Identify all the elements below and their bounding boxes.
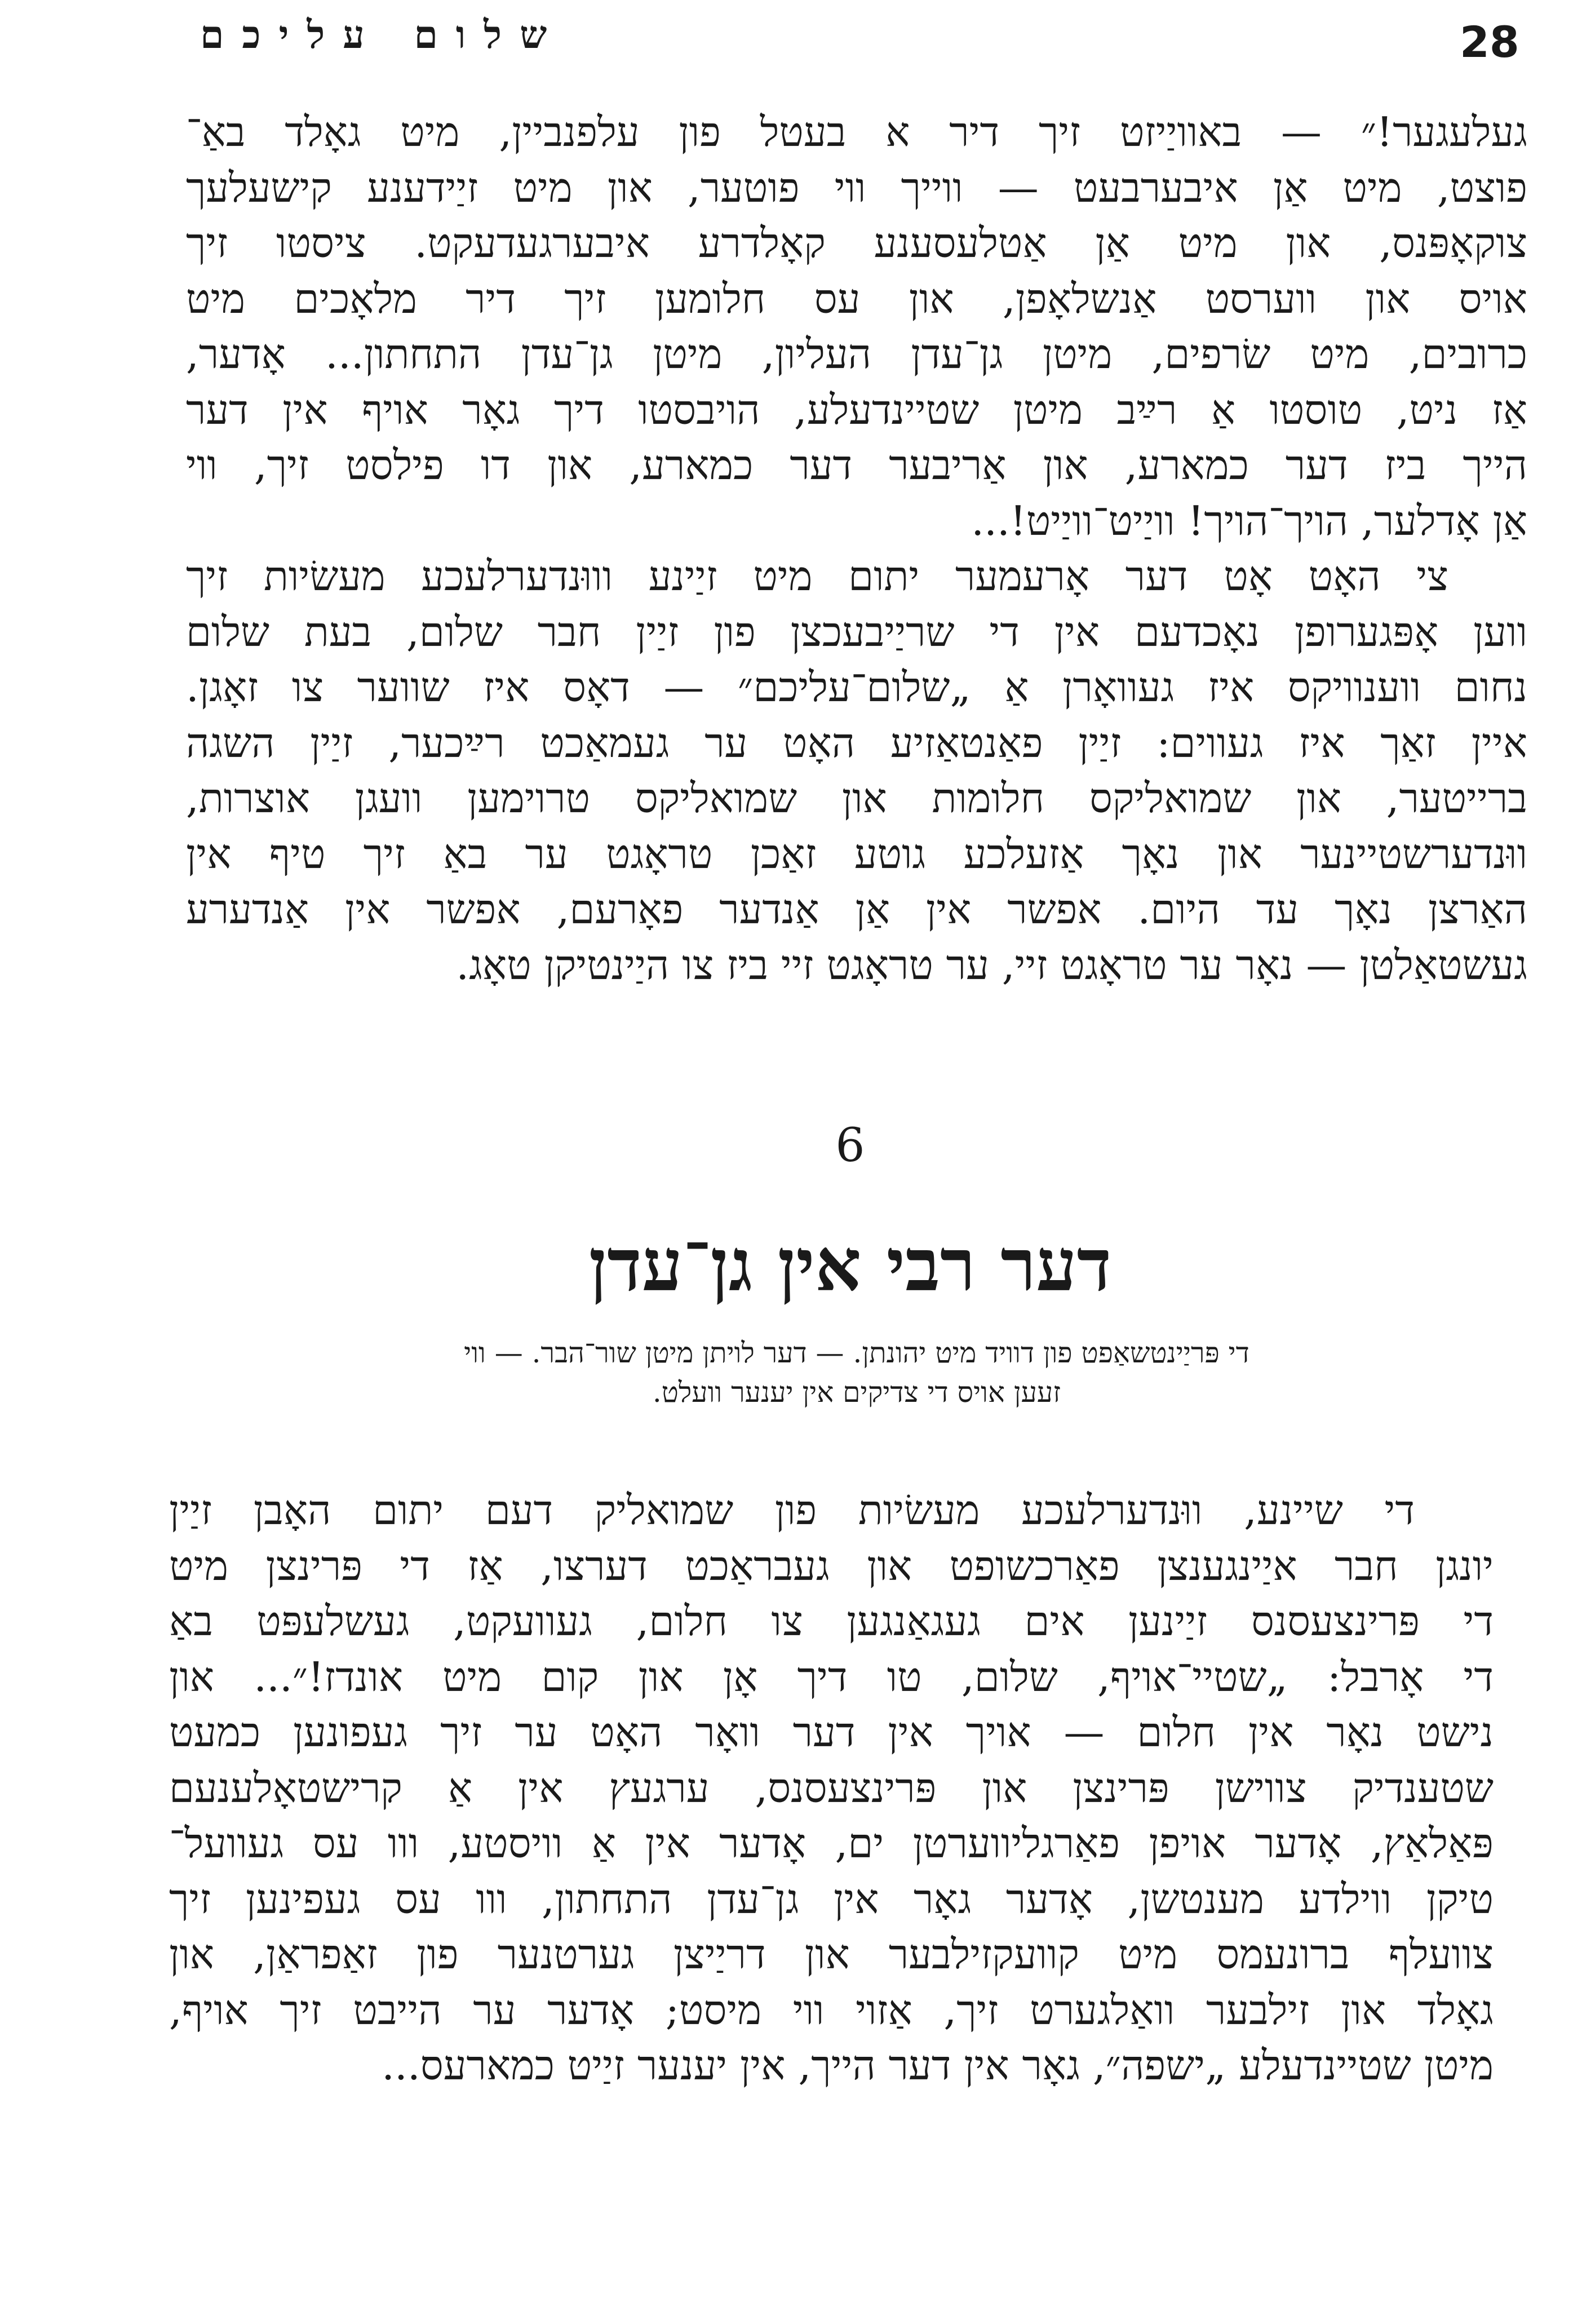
text-line: מיטן שטיינדעלע „ישפה״, גאָר אין דער הייך, אין יענער זיַיט כמארעס... [382, 2042, 1494, 2089]
text-line: אַז ניט, טוסטו אַ רײַב מיטן שטיינדעלע, הויבסטו דיך גאָר אויף אין דער [186, 386, 1527, 433]
text-line: צוועלף ברונעמס מיט קוועקזילבער און דריַיצן גערטנער פון זאַפראַן, און [169, 1931, 1494, 1978]
text-line: ווען אָפּגערופן נאָכדעם אין די שריַיבעכצן פון זיַין חבר שלום, בעת שלום [186, 608, 1527, 656]
text-line: די פּרינצעסנס זיַינען אים געגאַנגען צו חלום, געוועקט, געשלעפּט באַ [169, 1597, 1494, 1645]
text-line: געשטאַלטן — נאָר ער טראָגט זיי, ער טראָגט זיי ביז צו היַינטיקן טאָג. [456, 941, 1527, 989]
text-line: הייך ביז דער כמארע, און אַריבער דער כמארע, און דו פילסט זיך, ווי [186, 441, 1527, 489]
text-line: גאָלד און זילבער וואַלגערט זיך, אַזוי ווי מיסט; אָדער ער הייבט זיך אויף, [169, 1986, 1494, 2034]
section-2-text [169, 1482, 1494, 2093]
text-line: צי האָט אָט דער אָרעמער יתום מיט זיַינע וווּנדערלעכע מעשׂיות זיך [186, 552, 1448, 600]
text-line: נחום ווענוויקס איז געוואָרן אַ „שלום־עליכם״ — דאָס איז שווער צו זאָגן. [186, 663, 1527, 711]
text-line: די אָרבל: „שטיי־אויף, שלום, טו דיך אָן און קום מיט אונדז!״... און [169, 1653, 1494, 1701]
running-title: שלום עליכם [200, 12, 565, 57]
text-line: ווּנדערשטיינער און נאָך אַזעלכע גוטע זאַכן טראָגט ער באַ זיך טיף אין [186, 830, 1527, 878]
page-number: 28 [1460, 17, 1519, 67]
text-line: פוצט, מיט אַן איבערבעט — ווייך ווי פוטער, און מיט זיַידענע קישעלעך [186, 163, 1527, 211]
text-line: אויס און ווערסט אַנשלאָפן, און עס חלומען זיך דיר מלאָכים מיט [186, 275, 1527, 322]
text-line: יונגן חבר איַינגענצן פאַרכשופט און געבראַכט דערצו, אַז די פּרינצן מיט [169, 1542, 1494, 1590]
text-line: שטענדיק צווישן פּרינצן און פּרינצעסנס, ערגעץ אין אַ קרישטאָלענעם [169, 1764, 1494, 1812]
text-line: נישט נאָר אין חלום — אויך אין דער וואָר האָט ער זיך געפונען כמעט [169, 1708, 1494, 1756]
text-line: כרובים, מיט שׂרפים, מיטן גן־עדן העליון, מיטן גן־עדן התחתון... אָדער, [186, 330, 1527, 378]
text-line: צוקאָפּנס, און מיט אַן אַטלעסענע קאָלדרע איבערגעדעקט. ציסטו זיך [186, 219, 1527, 267]
summary-line: די פּריַינטשאַפט פון דוויד מיט יהונתן. — דער לויתן מיטן שור־הבר. — ווי [464, 1336, 1249, 1369]
text-line: די שיינע, ווּנדערלעכע מעשׂיות פון שמואליק דעם יתום האָבן זיַין [169, 1486, 1415, 1534]
section-1-text [186, 104, 1527, 993]
chapter-title: דער רבי אין גן־עדן [588, 1223, 1112, 1308]
text-line: פּאַלאַץ, אָדער אויפן פאַרגליווערטן ים, אָדער אין אַ וויסטע, ווו עס געוועל־ [169, 1820, 1494, 1867]
chapter-summary [237, 1333, 1477, 1412]
text-line: אַן אָדלער, הויך־הויך! וויַיט־וויַיט!... [971, 497, 1527, 545]
text-line: געלעגער!״ — באוויַיזט זיך דיר א בעטל פון עלפנביין, מיט גאָלד באַ־ [186, 108, 1527, 156]
text-line: ברייטער, און שמואליקס חלומות און שמואליקס טרוימען וועגן אוצרות, [186, 774, 1527, 822]
text-line: האַרצן נאָך עד היום. אפשר אין אַן אַנדער פאָרעם, אפשר אין אַנדערע [186, 886, 1527, 933]
text-line: טיקן ווילדע מענטשן, אָדער גאָר אין גן־עדן התחתון, ווו עס געפינען זיך [169, 1875, 1494, 1923]
summary-line: זעען אויס די צדיקים אין יענער וועלט. [652, 1376, 1061, 1409]
text-line: איין זאַך איז געווים: זיַין פאַנטאַזיע האָט ער געמאַכט רײַכער, זיַין השגה [186, 719, 1527, 767]
chapter-number: 6 [835, 1119, 865, 1172]
